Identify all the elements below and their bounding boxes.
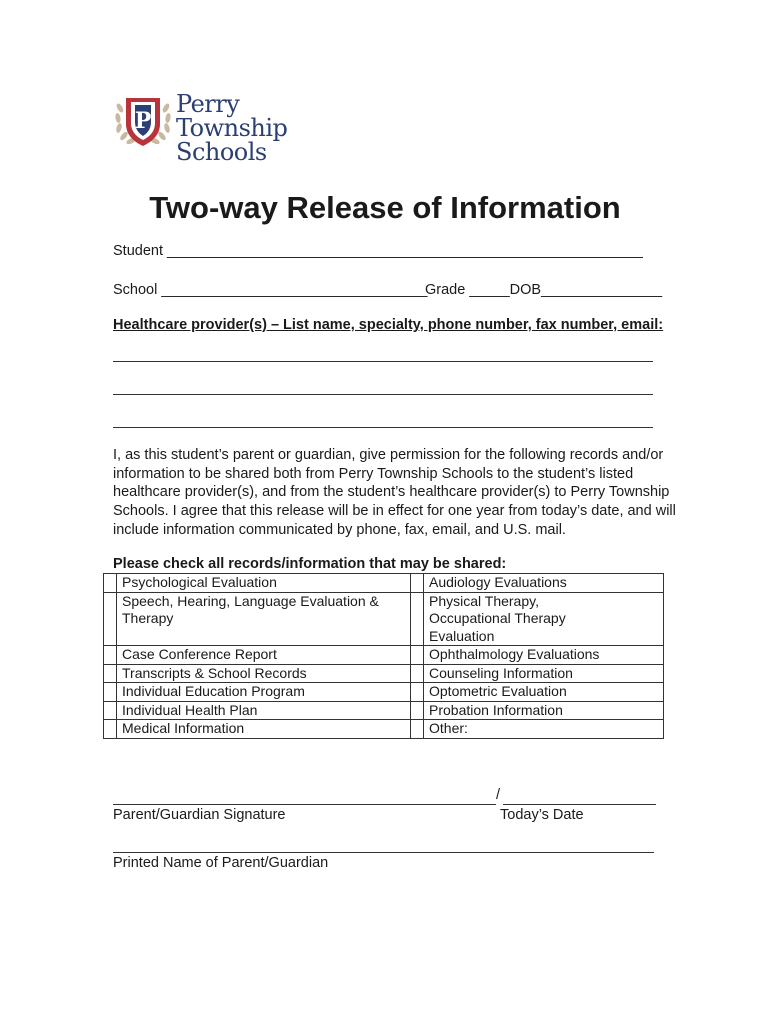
table-row [104,646,664,665]
record-label: Case Conference Report [117,646,411,665]
healthcare-heading: Healthcare provider(s) – List name, specialty, phone number, fax number, email: [113,317,664,333]
permission-line: information to be shared both from Perry Township Schools to the student’s listed [113,465,634,482]
date-line[interactable] [503,804,656,805]
checkbox[interactable] [104,701,117,720]
checkbox[interactable] [411,592,424,646]
record-label: Audiology Evaluations [424,574,664,593]
table-row [104,720,664,739]
healthcare-line-3[interactable] [113,427,653,428]
check-records-title: Please check all records/information that may be shared: [113,556,507,572]
checkbox[interactable] [104,664,117,683]
records-checklist [103,573,664,739]
printed-name-line[interactable] [113,852,654,853]
date-label: Today’s Date [500,807,584,823]
page-title: Two-way Release of Information [149,190,621,225]
grade-dob-field[interactable]: Grade _____DOB_______________ [425,282,663,298]
checkbox[interactable] [411,683,424,702]
parent-signature-label: Parent/Guardian Signature [113,807,286,823]
checkbox[interactable] [104,646,117,665]
logo-line-2: Township [176,114,288,142]
checkbox[interactable] [104,720,117,739]
permission-line: include information communicated by phone, fax, email, and U.S. mail. [113,521,566,538]
logo-line-3: Schools [176,138,267,166]
permission-line: I, as this student’s parent or guardian, give permission for the following records and/or [113,447,664,463]
record-label: Physical Therapy, Occupational Therapy Evaluation [424,592,664,646]
record-label: Transcripts & School Records [117,664,411,683]
record-label: Medical Information [117,720,411,739]
table-row [104,701,664,720]
healthcare-line-2[interactable] [113,394,653,395]
table-row [104,574,664,593]
svg-text:P: P [134,108,152,134]
table-row [104,664,664,683]
checkbox[interactable] [411,646,424,665]
table-row [104,683,664,702]
parent-signature-line[interactable] [113,804,496,805]
school-field[interactable]: School _________________________________ [113,282,428,298]
permission-line: healthcare provider(s), and from the student’s healthcare provider(s) to Perry Township [113,484,670,501]
checkbox[interactable] [104,592,117,646]
record-label: Other: [424,720,664,739]
record-label: Ophthalmology Evaluations [424,646,664,665]
table-row [104,592,664,646]
checkbox[interactable] [411,701,424,720]
checkbox[interactable] [411,574,424,593]
student-field[interactable]: Student ___________________________________________________________ [113,243,643,259]
record-label: Optometric Evaluation [424,683,664,702]
record-label: Counseling Information [424,664,664,683]
checkbox[interactable] [411,720,424,739]
date-separator: / [496,787,501,803]
permission-line: Schools. I agree that this release will be in effect for one year from today’s date, and will [113,503,676,520]
healthcare-line-1[interactable] [113,361,653,362]
checkbox[interactable] [411,664,424,683]
checkbox[interactable] [104,574,117,593]
record-label: Probation Information [424,701,664,720]
checkbox[interactable] [104,683,117,702]
record-label: Psychological Evaluation [117,574,411,593]
logo-wordmark [176,92,287,164]
printed-name-label: Printed Name of Parent/Guardian [113,855,329,871]
record-label: Individual Health Plan [117,701,411,720]
logo-line-1: Perry [176,90,240,118]
permission-paragraph [113,446,676,540]
record-label: Speech, Hearing, Language Evaluation & Therapy [117,592,411,646]
record-label: Individual Education Program [117,683,411,702]
